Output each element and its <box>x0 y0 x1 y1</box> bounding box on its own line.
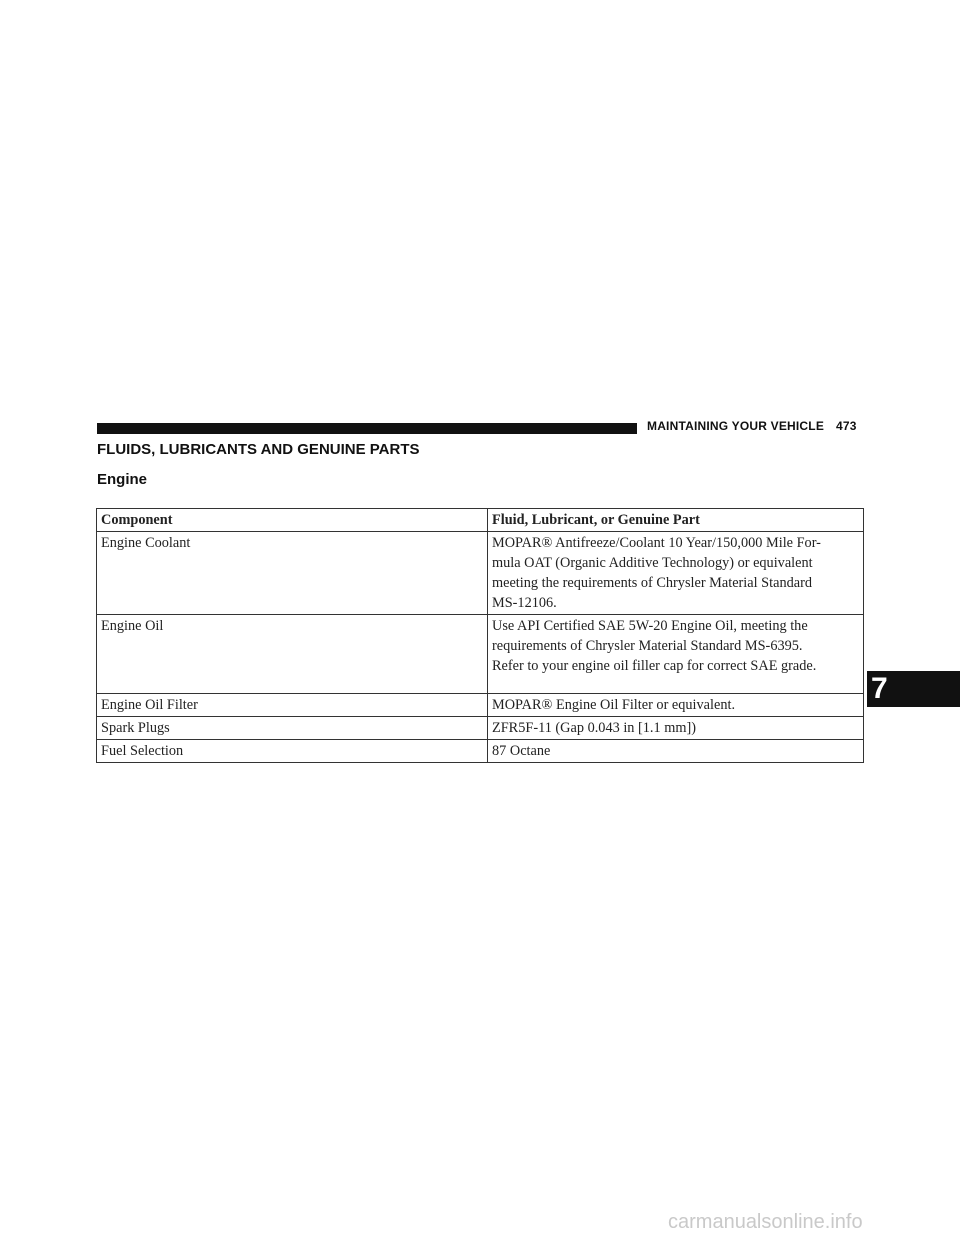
watermark: carmanualsonline.info <box>668 1211 863 1233</box>
fluid-line: MOPAR® Engine Oil Filter or equivalent. <box>492 697 736 713</box>
fluid-line: ZFR5F-11 (Gap 0.043 in [1.1 mm]) <box>492 720 696 736</box>
fluid-line: requirements of Chrysler Material Standard MS-6395. <box>492 638 803 654</box>
fluid-line: 87 Octane <box>492 743 551 759</box>
fluid-line: meeting the requirements of Chrysler Material Standard <box>492 575 812 591</box>
fluid-line: Refer to your engine oil filler cap for correct SAE grade. <box>492 658 817 674</box>
table-header-row <box>97 509 864 532</box>
fluid-cell <box>488 717 864 740</box>
running-head-title: MAINTAINING YOUR VEHICLE <box>647 419 825 433</box>
table-row <box>97 740 864 763</box>
component-cell: Spark Plugs <box>97 717 488 740</box>
chapter-number: 7 <box>871 672 888 705</box>
chapter-tab <box>867 671 960 707</box>
fluid-line: MS-12106. <box>492 595 557 611</box>
header-rule-bar <box>97 423 637 434</box>
component-cell: Engine Oil <box>97 615 488 694</box>
component-cell: Engine Oil Filter <box>97 694 488 717</box>
fluid-cell <box>488 615 864 694</box>
component-cell: Fuel Selection <box>97 740 488 763</box>
table-row <box>97 694 864 717</box>
fluid-cell <box>488 740 864 763</box>
component-cell: Engine Coolant <box>97 532 488 615</box>
section-title: FLUIDS, LUBRICANTS AND GENUINE PARTS <box>97 441 420 458</box>
running-head <box>647 419 857 433</box>
column-header-fluid: Fluid, Lubricant, or Genuine Part <box>488 509 864 532</box>
fluid-line: MOPAR® Antifreeze/Coolant 10 Year/150,000 Mile For- <box>492 535 821 551</box>
column-header-component: Component <box>97 509 488 532</box>
fluid-cell <box>488 694 864 717</box>
fluid-cell <box>488 532 864 615</box>
table-row <box>97 717 864 740</box>
fluids-table <box>96 508 864 763</box>
fluid-line: mula OAT (Organic Additive Technology) or equivalent <box>492 555 813 571</box>
section-subtitle: Engine <box>97 471 148 488</box>
table-row <box>97 615 864 694</box>
table-row <box>97 532 864 615</box>
fluid-line: Use API Certified SAE 5W-20 Engine Oil, meeting the <box>492 618 808 634</box>
page-number: 473 <box>836 419 857 433</box>
